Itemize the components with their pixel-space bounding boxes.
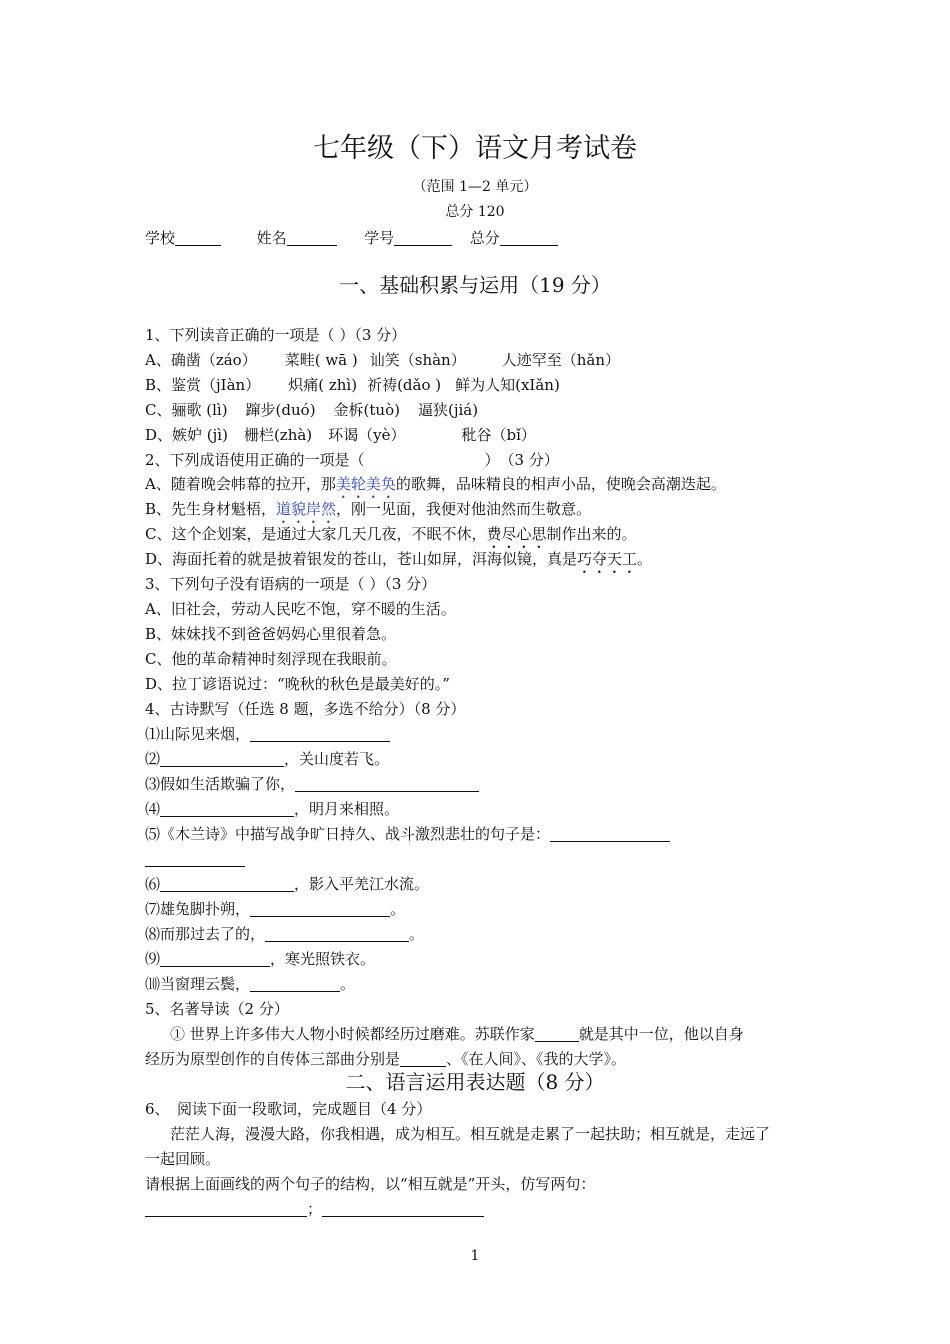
q3-option-a: A、旧社会，劳动人民吃不饱，穿不暖的生活。: [145, 600, 456, 618]
q4-stem: 4、古诗默写（任选 8 题，多选不给分）（8 分）: [145, 700, 466, 718]
student-id-label: 学号: [364, 229, 395, 247]
imitation-blank-2[interactable]: [322, 1201, 484, 1217]
idiom-a: 美轮美奂: [335, 475, 396, 493]
poem-item-8: ⑻而那过去了的， 。: [145, 925, 425, 943]
poem-blank-9[interactable]: [160, 951, 270, 967]
section-2-title: 二、语言运用表达题（8 分）: [345, 1070, 605, 1094]
idiom-d: 巧夺天工: [577, 550, 638, 568]
imitation-blank-1[interactable]: [145, 1201, 307, 1217]
page-title: 七年级（下）语文月考试卷: [313, 133, 637, 164]
trilogy-blank[interactable]: [400, 1051, 446, 1067]
student-id-blank[interactable]: [394, 230, 452, 246]
q3-option-d: D、拉丁谚语说过：“晚秋的秋色是最美好的。”: [145, 675, 450, 693]
q3-option-c: C、他的革命精神时刻浮现在我眼前。: [145, 650, 397, 668]
poem-item-6: ⑹ ，影入平羌江水流。: [145, 875, 430, 893]
q2-stem: 2、下列成语使用正确的一项是（ ） （3 分）: [145, 451, 559, 469]
poem-blank-4[interactable]: [160, 801, 294, 817]
poem-blank-5a[interactable]: [550, 826, 670, 842]
q1-option-a: A、确凿（záo） 菜畦( wā ) 讪笑（shàn） 人迹罕至（hǎn）: [145, 351, 620, 369]
student-info-row: [145, 228, 815, 248]
q6-stem: 6、 阅读下面一段歌词，完成题目（4 分）: [145, 1100, 432, 1118]
q6-instruction: 请根据上面画线的两个句子的结构，以“相互就是”开头，仿写两句：: [145, 1175, 596, 1193]
q2-option-d: D、海面托着的就是披着银发的苍山，苍山如屏，洱海似镜，真是巧夺天工。: [145, 550, 653, 568]
name-label: 姓名: [256, 229, 287, 247]
exam-scope: （范围 1—2 单元）: [412, 179, 538, 195]
q2-option-a: A、随着晚会帏幕的拉开，那美轮美奂的歌舞，品味精良的相声小品，使晚会高潮迭起。: [145, 475, 726, 493]
q5-line-2: 经历为原型创作的自传体三部曲分别是 、《在人间》、《我的大学》。: [145, 1050, 627, 1068]
author-blank[interactable]: [535, 1026, 579, 1042]
poem-blank-8[interactable]: [265, 926, 409, 942]
q3-stem: 3、下列句子没有语病的一项是（ ）（3 分）: [145, 575, 437, 593]
poem-blank-5b[interactable]: [145, 851, 245, 867]
school-label: 学校: [145, 229, 176, 247]
q1-stem: 1、下列读音正确的一项是（ ）（3 分）: [145, 326, 407, 344]
page-number: 1: [470, 1248, 480, 1264]
q5-line-1: ① 世界上许多伟大人物小时候都经历过磨难。苏联作家 就是其中一位，他以自身: [170, 1025, 744, 1043]
poem-blank-6[interactable]: [160, 876, 294, 892]
q5-stem: 5、名著导读（2 分）: [145, 1000, 289, 1018]
q1-option-d: D、嫉妒 (jì) 栅栏(zhà) 环谒（yè） 秕谷（bǐ）: [145, 426, 536, 444]
poem-blank-7[interactable]: [250, 901, 390, 917]
q6-lyrics-line-2: 一起回顾。: [145, 1150, 221, 1168]
poem-item-2: ⑵ ，关山度若飞。: [145, 750, 390, 768]
poem-blank-2[interactable]: [160, 751, 284, 767]
q1-option-c: C、骊歌 (lì) 蹿步(duó) 金柝(tuò) 逼狭(jiá): [145, 401, 479, 419]
q6-answer-row: ；: [145, 1199, 815, 1219]
q3-option-b: B、妹妹找不到爸爸妈妈心里很着急。: [145, 625, 397, 643]
poem-blank-1[interactable]: [250, 726, 390, 742]
poem-blank-10[interactable]: [250, 976, 340, 992]
q6-lyrics-line-1: 茫茫人海，漫漫大路，你我相遇，成为相互。相互就是走累了一起扶助；相互就是，走远了: [170, 1125, 771, 1143]
name-blank[interactable]: [287, 230, 337, 246]
idiom-b: 道貌岸然: [276, 500, 337, 518]
section-1-title: 一、基础积累与运用（19 分）: [339, 273, 611, 297]
idiom-c: 费尽心思: [486, 525, 547, 543]
q2-option-c: C、这个企划案，是通过大家几天几夜，不眠不休，费尽心思制作出来的。: [145, 525, 637, 543]
poem-item-9: ⑼ ，寒光照铁衣。: [145, 950, 376, 968]
poem-item-4: ⑷ ，明月来相照。: [145, 800, 400, 818]
poem-item-10: ⑽当窗理云鬓， 。: [145, 975, 356, 993]
poem-item-7: ⑺雄兔脚扑朔， 。: [145, 900, 406, 918]
school-blank[interactable]: [175, 230, 221, 246]
q2-option-b: B、先生身材魁梧，道貌岸然，刚一见面，我便对他油然而生敬意。: [145, 500, 592, 518]
q1-option-b: B、鉴赏（jIàn） 炽痛( zhì) 祈祷(dǎo ) 鲜为人知(xIǎn): [145, 376, 560, 394]
total-label: 总分: [469, 229, 500, 247]
exam-total-score: 总分 120: [445, 204, 505, 220]
poem-item-1: ⑴山际见来烟，: [145, 724, 815, 744]
total-blank[interactable]: [500, 230, 558, 246]
poem-item-5-cont: [145, 849, 815, 869]
poem-item-5: ⑸《木兰诗》中描写战争旷日持久、战斗激烈悲壮的句子是：: [145, 824, 815, 844]
poem-blank-3[interactable]: [295, 776, 479, 792]
poem-item-3: ⑶假如生活欺骗了你，: [145, 774, 815, 794]
